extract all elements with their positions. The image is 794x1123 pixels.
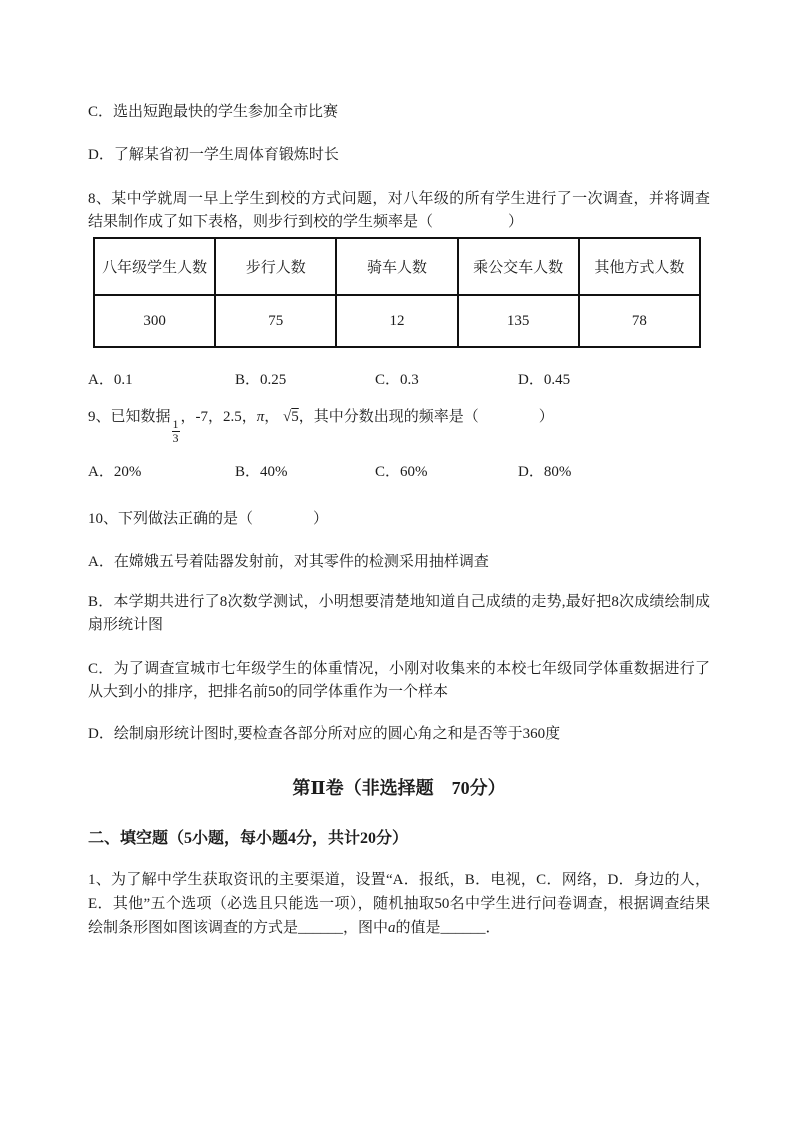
question-10-option-b: B．本学期共进行了8次数学测试，小明想要清楚地知道自己成绩的走势,最好把8次成绩绘制成扇形统计图 [88,594,710,634]
option-c: C．0.3 [375,372,419,388]
blank-underscore: ______ [298,920,344,937]
fill-question-1 [88,868,710,940]
radical-sign: √ [283,409,292,425]
question-8-stem: 8、某中学就周一早上学生到校的方式问题，对八年级的所有学生进行了一次调查，并将调查结果制作成了如下表格，则步行到校的学生频率是（ ） [88,191,710,230]
table-header-cell: 骑车人数 [336,238,457,295]
pi-symbol: π [256,409,265,425]
fill-in-blank-heading: 二、填空题（5小题，每小题4分，共计20分） [88,830,409,848]
table-value-cell: 300 [94,295,215,347]
fraction-one-third [172,418,180,447]
stem-text: ． [485,920,501,937]
option-b: B．0.25 [235,372,287,388]
variable-a: a [388,920,396,937]
table-value-cell: 12 [336,295,457,347]
section-2-title: 第Ⅱ卷（非选择题 70分） [292,778,506,799]
question-10-stem: 10、下列做法正确的是（ ） [88,511,329,528]
question-9-options-row [88,461,710,484]
stem-text: ， [264,409,284,425]
question-8-options-row [88,369,710,392]
blank-underscore: ______ [440,920,486,937]
fraction-numerator: 1 [172,416,179,431]
table-value-cell: 78 [579,295,700,347]
stem-text: 9、已知数据 [88,409,171,425]
question-7-option-c: C．选出短跑最快的学生参加全市比赛 [88,104,339,120]
question-9-stem [88,406,710,446]
table-header-cell: 乘公交车人数 [458,238,579,295]
table-header-cell: 步行人数 [215,238,336,295]
question-10-option-a: A．在嫦娥五号着陆器发射前，对其零件的检测采用抽样调查 [88,554,489,571]
fraction-denominator: 3 [172,431,179,446]
table-value-cell: 135 [458,295,579,347]
table-value-row [94,295,700,347]
option-d: D．80% [518,464,572,481]
question-7-option-d: D．了解某省初一学生周体育锻炼时长 [88,147,339,163]
stem-text: ，-7，2.5， [180,409,257,425]
page-content [88,0,710,940]
sqrt-five [283,409,299,425]
stem-text: ，图中 [343,920,389,937]
question-10-option-c: C．为了调查宣城市七年级学生的体重情况，小刚对收集来的本校七年级同学体重数据进行了从大到小的排序，把排名前50的同学体重作为一个样本 [88,661,710,701]
stem-text: 1、为了解中学生获取资讯的主要渠道，设置“A．报纸，B．电视，C．网络，D．身边的人，E．其他”五个选项（必选且只能选一项），随机抽取50名中学生进行问卷调查，根据调查结果绘制条形图如图该调查的方式是 [88,872,710,937]
option-b: B．40% [235,464,288,481]
option-a: A．0.1 [88,372,133,388]
table-header-row [94,238,700,295]
option-c: C．60% [375,464,428,481]
option-a: A．20% [88,464,142,481]
radicand: 5 [291,409,299,425]
question-10-option-d: D．绘制扇形统计图时,要检查各部分所对应的圆心角之和是否等于360度 [88,726,561,743]
stem-text: 的值是 [395,920,441,937]
table-header-cell: 八年级学生人数 [94,238,215,295]
stem-text: ，其中分数出现的频率是（ ） [298,409,554,425]
table-value-cell: 75 [215,295,336,347]
table-header-cell: 其他方式人数 [579,238,700,295]
option-d: D．0.45 [518,372,571,388]
commute-survey-table [93,237,701,348]
